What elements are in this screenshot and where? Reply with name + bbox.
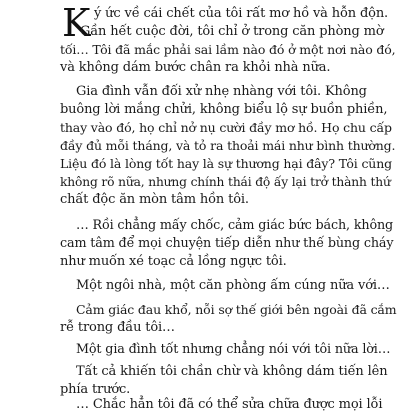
text-line: chất độc ăn mòn tâm hồn tôi.	[60, 192, 249, 207]
text-line: buông lời mắng chửi, không biểu lộ sự buồn phiền,	[60, 102, 388, 117]
text-line: ý ức về cái chết của tôi rất mơ hồ và hỗn độn.	[94, 6, 389, 21]
text-line: đầy đủ mỗi tháng, và tỏ ra thoải mái như bình thường.	[60, 138, 396, 153]
text-line: như muốn xé toạc cả lồng ngực tôi.	[60, 254, 287, 269]
text-line: không rõ nữa, nhưng chính thái độ ấy lại trở thành thứ	[60, 175, 391, 189]
text-line: … Rồi chẳng mấy chốc, cảm giác bức bách, không	[76, 218, 394, 233]
text-line: thay vào đó, họ chỉ nở nụ cười đầy mơ hồ. Họ chu cấp	[60, 120, 392, 135]
text-line: Một gia đình tốt nhưng chẳng nói với tôi nữa lời…	[76, 342, 391, 357]
text-line: rễ trong đầu tôi…	[60, 320, 175, 335]
text-line: Liệu đó là lòng tốt hay là sự thương hại đây? Tôi cũng	[60, 156, 392, 171]
text-line: Một ngôi nhà, một căn phòng ấm cúng nữa với…	[76, 278, 390, 293]
text-line: và không dám bước chân ra khỏi nhà nữa.	[60, 60, 331, 75]
text-line: Gia đình vẫn đối xử nhẹ nhàng với tôi. Không	[76, 84, 367, 99]
text-line: Tất cả khiến tôi chần chừ và không dám tiến lên	[76, 364, 388, 379]
text-line: Cảm giác đau khổ, nỗi sợ thế giới bên ngoài đã cắm	[76, 302, 397, 317]
drop-cap: K	[62, 1, 91, 45]
text-line: cam tâm để mọi chuyện tiếp diễn như thế bùng cháy	[60, 236, 394, 251]
text-line: … Chắc hẳn tôi đã có thể sửa chữa được mọi lỗi	[76, 397, 383, 412]
text-line: phía trước.	[60, 382, 131, 397]
text-line: Gần hết cuộc đời, tôi chỉ ở trong căn phòng mờ	[80, 24, 384, 39]
text-line: tối… Tôi đã mắc phải sai lầm nào đó ở một nơi nào đó,	[60, 42, 396, 57]
